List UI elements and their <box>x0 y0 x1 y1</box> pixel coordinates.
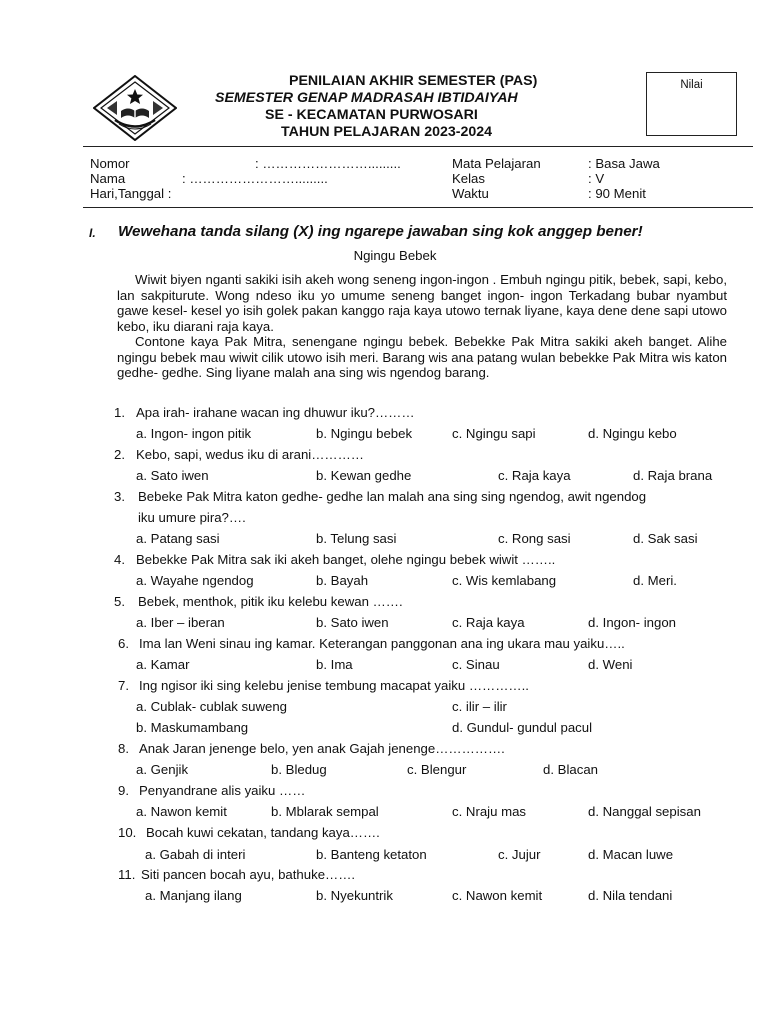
question-4-text: Bebekke Pak Mitra sak iki akeh banget, olehe ngingu bebek wiwit …….. <box>136 552 556 567</box>
question-10-option-a[interactable]: a. Gabah di interi <box>145 847 246 862</box>
question-6-text: Ima lan Weni sinau ing kamar. Keterangan panggonan ana ing ukara mau yaiku….. <box>139 636 625 651</box>
question-2-number: 2. <box>114 447 125 462</box>
time-label: Waktu <box>452 186 489 201</box>
question-5-option-c[interactable]: c. Raja kaya <box>452 615 525 630</box>
question-7-option-d[interactable]: d. Gundul- gundul pacul <box>452 720 593 735</box>
question-1-option-c[interactable]: c. Ngingu sapi <box>452 426 536 441</box>
question-11-option-a[interactable]: a. Manjang ilang <box>145 888 242 903</box>
question-1-text: Apa irah- irahane wacan ing dhuwur iku?……… <box>136 405 415 420</box>
question-3-text: Bebeke Pak Mitra katon gedhe- gedhe lan malah ana sing sing ngendog, awit ngendog <box>138 489 647 504</box>
question-3-text-continued: iku umure pira?…. <box>138 510 246 525</box>
question-8-option-a[interactable]: a. Genjik <box>136 762 189 777</box>
header-title: PENILAIAN AKHIR SEMESTER (PAS) <box>289 73 538 89</box>
question-5-option-d[interactable]: d. Ingon- ingon <box>588 615 676 630</box>
question-2-text: Kebo, sapi, wedus iku di arani………… <box>136 447 364 462</box>
subject-label: Mata Pelajaran <box>452 156 541 171</box>
nama-label: Nama <box>90 171 126 186</box>
class-value: : V <box>588 171 605 186</box>
nomor-label: Nomor <box>90 156 130 171</box>
story-paragraph-1: Wiwit biyen nganti sakiki isih akeh wong seneng ingon-ingon . Embuh ngingu pitik, bebek, sapi, kebo, lan sakpiturute. Wong ndeso iku yo umume seneng banget ingon- ingon Terkadang bubar nyambut gawe kesel- kesel yo isih golek pakan kanggo raja kaya utowo ternak liyane, kaya dene dene sapi utowo kebo, iku diarani raja kaya. <box>117 272 727 334</box>
question-1-option-a[interactable]: a. Ingon- ingon pitik <box>136 426 252 441</box>
question-3-number: 3. <box>114 489 125 504</box>
section-number: I. <box>89 226 96 240</box>
question-4-option-b[interactable]: b. Bayah <box>316 573 369 588</box>
header-divider <box>83 146 753 147</box>
question-1-option-b[interactable]: b. Ngingu bebek <box>316 426 413 441</box>
question-6-option-d[interactable]: d. Weni <box>588 657 633 672</box>
question-6-option-c[interactable]: c. Sinau <box>452 657 500 672</box>
question-10-option-b[interactable]: b. Banteng ketaton <box>316 847 427 862</box>
question-11-option-c[interactable]: c. Nawon kemit <box>452 888 543 903</box>
question-7-option-a[interactable]: a. Cublak- cublak suweng <box>136 699 288 714</box>
question-5-number: 5. <box>114 594 125 609</box>
question-3-option-d[interactable]: d. Sak sasi <box>633 531 698 546</box>
story-title: Ngingu Bebek <box>353 248 437 263</box>
subject-value: : Basa Jawa <box>588 156 660 171</box>
question-2-option-a[interactable]: a. Sato iwen <box>136 468 209 483</box>
nomor-field[interactable]: : ……………………......... <box>255 156 401 171</box>
question-2-option-b[interactable]: b. Kewan gedhe <box>316 468 412 483</box>
question-5-option-b[interactable]: b. Sato iwen <box>316 615 389 630</box>
question-7-text: Ing ngisor iki sing kelebu jenise tembung macapat yaiku ………….. <box>139 678 529 693</box>
identity-divider <box>83 207 753 208</box>
header-district: SE - KECAMATAN PURWOSARI <box>265 107 478 123</box>
question-5-option-a[interactable]: a. Iber – iberan <box>136 615 225 630</box>
question-2-option-c[interactable]: c. Raja kaya <box>498 468 571 483</box>
ministry-logo <box>93 75 177 141</box>
question-11-text: Siti pancen bocah ayu, bathuke……. <box>141 867 356 882</box>
question-9-number: 9. <box>118 783 129 798</box>
question-3-option-c[interactable]: c. Rong sasi <box>498 531 571 546</box>
question-6-number: 6. <box>118 636 129 651</box>
question-7-option-c[interactable]: c. ilir – ilir <box>452 699 507 714</box>
question-6-option-b[interactable]: b. Ima <box>316 657 353 672</box>
question-8-option-c[interactable]: c. Blengur <box>407 762 467 777</box>
question-4-option-c[interactable]: c. Wis kemlabang <box>452 573 557 588</box>
question-11-option-b[interactable]: b. Nyekuntrik <box>316 888 393 903</box>
section-instruction: Wewehana tanda silang (X) ing ngarepe jawaban sing kok anggep bener! <box>118 223 643 240</box>
question-9-option-a[interactable]: a. Nawon kemit <box>136 804 227 819</box>
score-label: Nilai <box>680 79 703 91</box>
header-year: TAHUN PELAJARAN 2023-2024 <box>281 124 493 140</box>
question-1-option-d[interactable]: d. Ngingu kebo <box>588 426 677 441</box>
story-paragraph-2: Contone kaya Pak Mitra, senengane ngingu bebek. Bebekke Pak Mitra sakiki akeh banget. Alihe ngingu bebek mau wiwit cilik utowo isih meri. Barang wis ana patang wulan bebekke Pak Mitra wis katon gedhe- gedhe. Sing liyane malah ana sing wis ngendog barang. <box>117 334 727 381</box>
question-11-number: 11. <box>118 867 136 882</box>
question-8-text: Anak Jaran jenenge belo, yen anak Gajah jenenge……………. <box>139 741 505 756</box>
question-8-number: 8. <box>118 741 129 756</box>
question-4-option-a[interactable]: a. Wayahe ngendog <box>136 573 254 588</box>
question-7-number: 7. <box>118 678 129 693</box>
question-4-option-d[interactable]: d. Meri. <box>633 573 677 588</box>
header-subtitle: SEMESTER GENAP MADRASAH IBTIDAIYAH <box>215 90 518 106</box>
class-label: Kelas <box>452 171 485 186</box>
question-8-option-d[interactable]: d. Blacan <box>543 762 598 777</box>
question-9-text: Penyandrane alis yaiku …… <box>139 783 306 798</box>
question-11-option-d[interactable]: d. Nila tendani <box>588 888 673 903</box>
question-9-option-b[interactable]: b. Mblarak sempal <box>271 804 379 819</box>
question-6-option-a[interactable]: a. Kamar <box>136 657 190 672</box>
nama-field[interactable]: : ……………………......... <box>182 171 328 186</box>
question-1-number: 1. <box>114 405 125 420</box>
question-2-option-d[interactable]: d. Raja brana <box>633 468 713 483</box>
question-3-option-b[interactable]: b. Telung sasi <box>316 531 397 546</box>
question-10-option-d[interactable]: d. Macan luwe <box>588 847 674 862</box>
question-7-option-b[interactable]: b. Maskumambang <box>136 720 249 735</box>
question-3-option-a[interactable]: a. Patang sasi <box>136 531 220 546</box>
question-8-option-b[interactable]: b. Bledug <box>271 762 327 777</box>
question-5-text: Bebek, menthok, pitik iku kelebu kewan ……. <box>138 594 403 609</box>
question-10-option-c[interactable]: c. Jujur <box>498 847 541 862</box>
score-box[interactable] <box>646 72 737 136</box>
time-value: : 90 Menit <box>588 186 646 201</box>
question-9-option-c[interactable]: c. Nraju mas <box>452 804 527 819</box>
question-10-text: Bocah kuwi cekatan, tandang kaya……. <box>146 825 380 840</box>
question-9-option-d[interactable]: d. Nanggal sepisan <box>588 804 701 819</box>
question-10-number: 10. <box>118 825 137 840</box>
date-label: Hari,Tanggal : <box>90 186 172 201</box>
question-4-number: 4. <box>114 552 125 567</box>
